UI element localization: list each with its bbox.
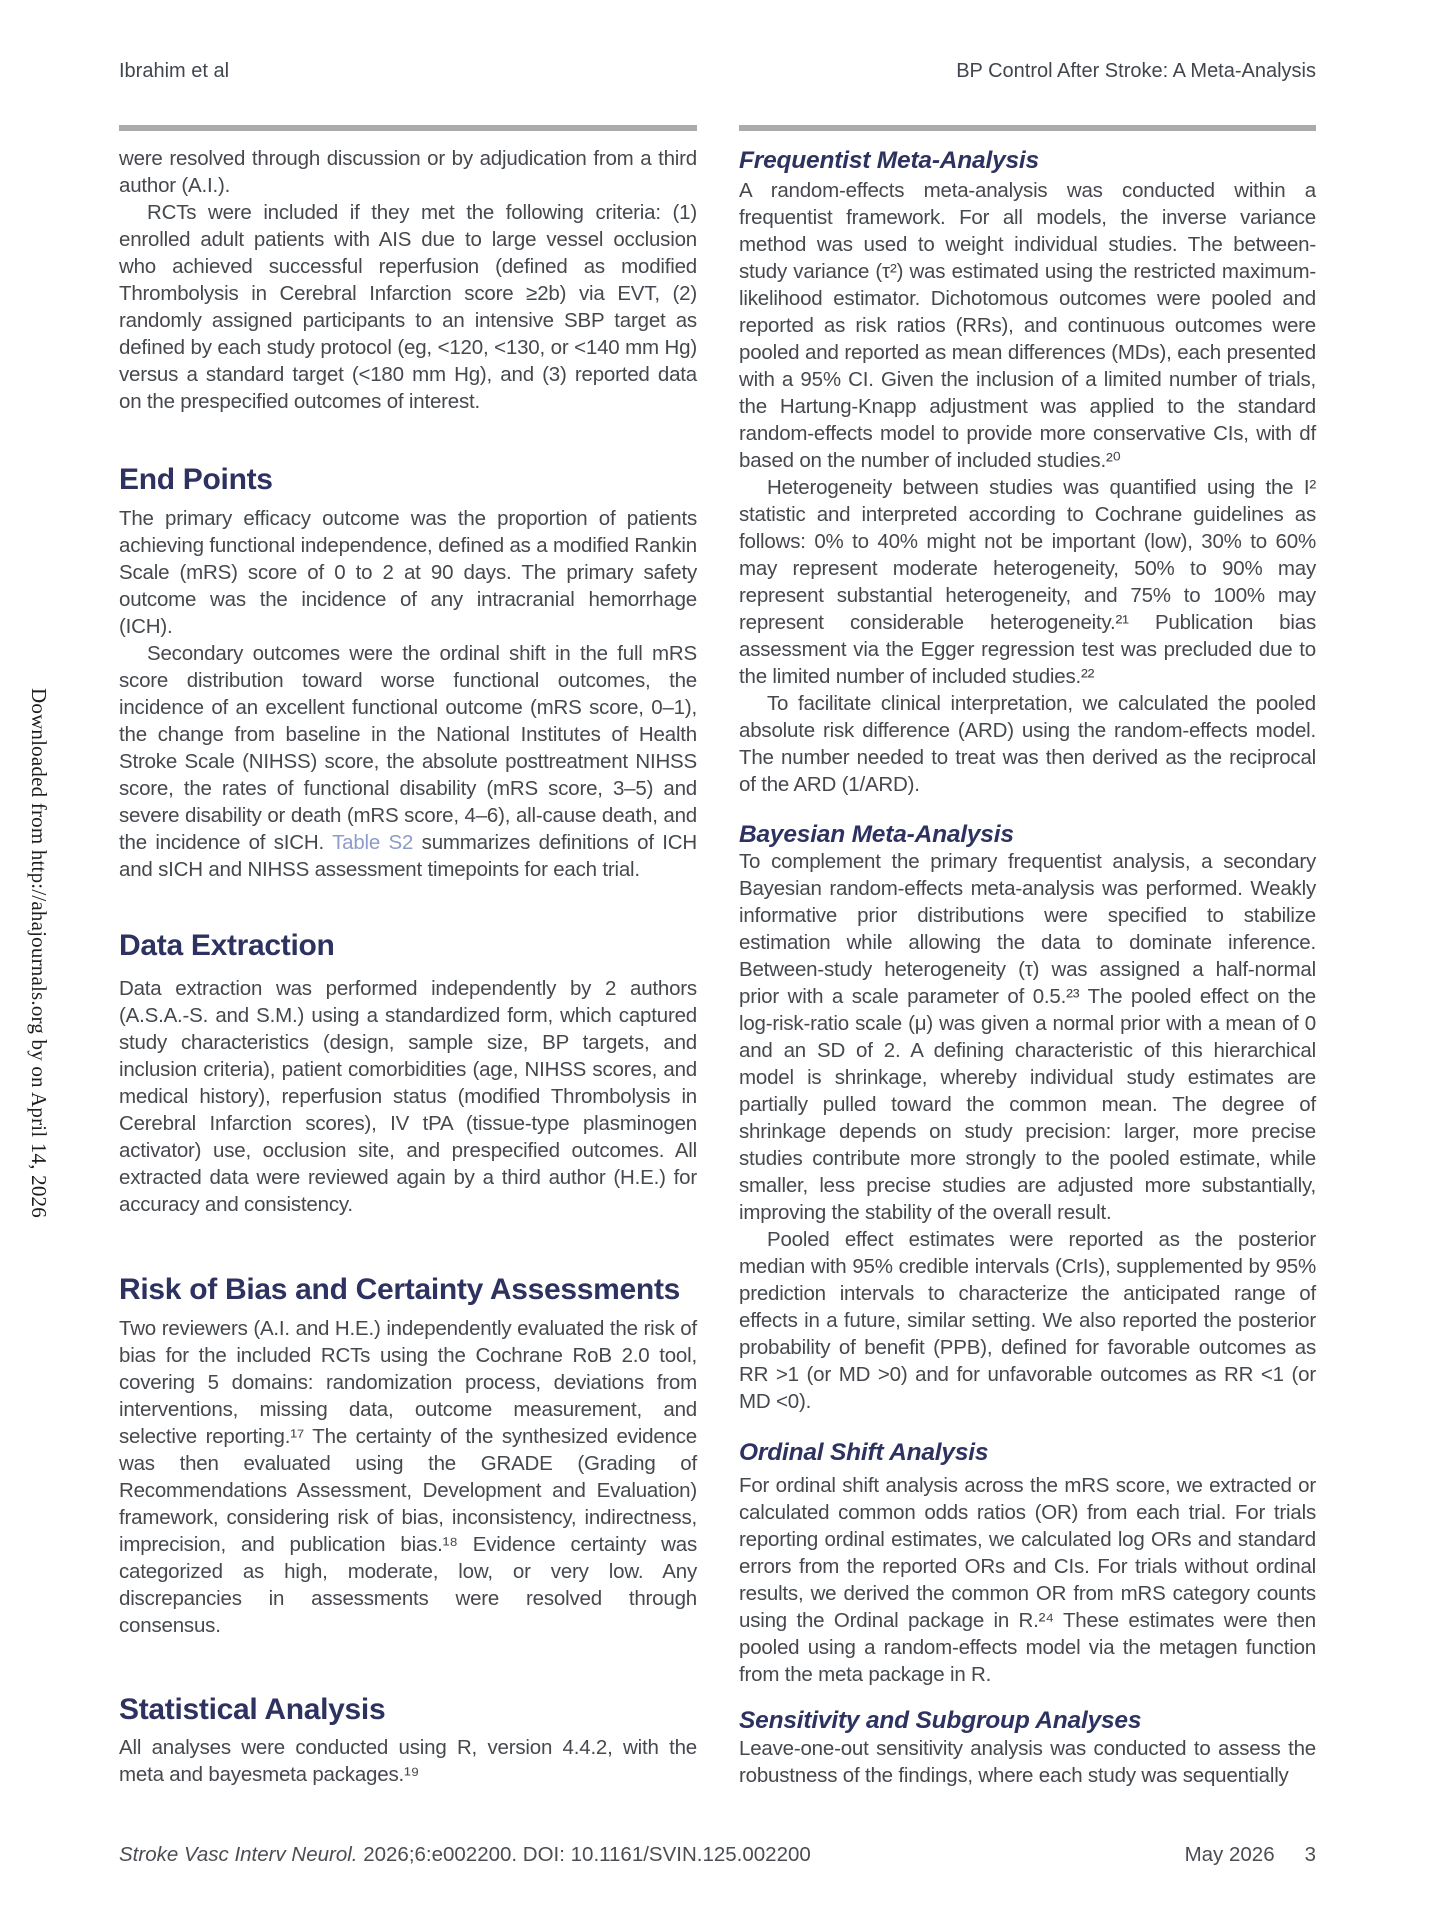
intro-paragraph-continued: were resolved through discussion or by adjudication from a third author (A.I.). [119, 147, 697, 197]
risk-of-bias-paragraph: Two reviewers (A.I. and H.E.) independently evaluated the risk of bias for the included RCTs using the Cochrane RoB 2.0 tool, covering 5 domains: randomization process, deviations from interventions, missing data, outcome measurement, and selective reporting.¹⁷ The certainty of the synthesized evidence was then evaluated using the GRADE (Grading of Recommendations Assessment, Development and Evaluation) framework, considering risk of bias, inconsistency, indirectness, imprecision, and publication bias.¹⁸ Evidence certainty was categorized as high, moderate, low, or very low. Any discrepancies in assessments were resolved through consensus. [119, 1317, 697, 1637]
statistical-analysis-paragraph: All analyses were conducted using R, version 4.4.2, with the meta and bayesmeta packages.¹⁹ [119, 1736, 697, 1786]
section-heading-risk-of-bias: Risk of Bias and Certainty Assessments [119, 1273, 681, 1306]
frequentist-paragraph-1: A random-effects meta-analysis was conducted within a frequentist framework. For all models, the inverse variance method was used to weight individual studies. The between-study variance (τ²) was estimated using the restricted maximum-likelihood estimator. Dichotomous outcomes were pooled and reported as risk ratios (RRs), and continuous outcomes were pooled and reported as mean differences (MDs), each presented with a 95% CI. Given the inclusion of a limited number of trials, the Hartung-Knapp adjustment was applied to the standard random-effects model to provide more conservative CIs, with df based on the number of included studies.²⁰ [739, 179, 1316, 472]
frequentist-paragraph-3: To facilitate clinical interpretation, we calculated the pooled absolute risk difference (ARD) using the random-effects model. The number needed to treat was then derived as the reciprocal of the ARD (1/ARD). [739, 692, 1316, 796]
column-rule-right [739, 125, 1316, 131]
footer-issue-page [1185, 1843, 1316, 1867]
footer-page-number: 3 [1304, 1843, 1316, 1866]
download-watermark: Downloaded from http://ahajournals.org by on April 14, 2026 [27, 688, 51, 1218]
right-column [739, 125, 1316, 1789]
footer-journal-name: Stroke Vasc Interv Neurol. [119, 1843, 358, 1866]
table-s2-link[interactable]: Table S2 [332, 831, 414, 854]
data-extraction-paragraph: Data extraction was performed independently by 2 authors (A.S.A.-S. and S.M.) using a standardized form, which captured study characteristics (design, sample size, BP targets, and inclusion criteria), patient comorbidities (age, NIHSS scores, and medical history), reperfusion status (modified Thrombolysis in Cerebral Infarction scores), IV tPA (tissue-type plasminogen activator) use, occlusion site, and prespecified outcomes. All extracted data were reviewed again by a third author (H.E.) for accuracy and consistency. [119, 977, 697, 1216]
running-head-authors: Ibrahim et al [119, 60, 230, 82]
running-head-title: BP Control After Stroke: A Meta-Analysis [956, 60, 1316, 82]
column-rule-left [119, 125, 697, 131]
section-heading-data-extraction: Data Extraction [119, 929, 335, 962]
end-points-paragraph-1: The primary efficacy outcome was the proportion of patients achieving functional independence, defined as a modified Rankin Scale (mRS) score of 0 to 2 at 90 days. The primary safety outcome was the incidence of any intracranial hemorrhage (ICH). [119, 507, 697, 638]
intro-paragraph-criteria: RCTs were included if they met the following criteria: (1) enrolled adult patients with AIS due to large vessel occlusion who achieved successful reperfusion (defined as modified Thrombolysis in Cerebral Infarction score ≥2b) via EVT, (2) randomly assigned participants to an intensive SBP target as defined by each study protocol (eg, <120, <130, or <140 mm Hg) versus a standard target (<180 mm Hg), and (3) reported data on the prespecified outcomes of interest. [119, 201, 697, 413]
footer-issue: May 2026 [1184, 1843, 1275, 1866]
bayesian-paragraph-2: Pooled effect estimates were reported as the posterior median with 95% credible intervals (CrIs), supplemented by 95% prediction intervals to characterize the anticipated range of effects in a future, similar setting. We also reported the posterior probability of benefit (PPB), defined for favorable outcomes as RR >1 (or MD >0) and for unfavorable outcomes as RR <1 (or MD <0). [739, 1228, 1316, 1413]
subsection-heading-sensitivity: Sensitivity and Subgroup Analyses [739, 1707, 1142, 1734]
footer-citation [119, 1843, 811, 1867]
subsection-heading-ordinal: Ordinal Shift Analysis [739, 1439, 989, 1466]
page-footer [119, 1843, 1316, 1867]
sensitivity-paragraph: Leave-one-out sensitivity analysis was conducted to assess the robustness of the findings, where each study was sequentially [739, 1737, 1316, 1787]
bayesian-paragraph-1: To complement the primary frequentist analysis, a secondary Bayesian random-effects meta-analysis was performed. Weakly informative prior distributions were specified to stabilize estimation while allowing the data to dominate inference. Between-study heterogeneity (τ) was assigned a half-normal prior with a scale parameter of 0.5.²³ The pooled effect on the log-risk-ratio scale (μ) was given a normal prior with a mean of 0 and an SD of 2. A defining characteristic of this hierarchical model is shrinkage, whereby individual study estimates are partially pulled toward the common mean. The degree of shrinkage depends on study precision: larger, more precise studies contribute more strongly to the pooled estimate, while smaller, less precise studies are adjusted more substantially, improving the stability of the overall result. [739, 850, 1316, 1224]
subsection-heading-bayesian: Bayesian Meta-Analysis [739, 821, 1014, 848]
running-head [119, 60, 1316, 83]
left-column [119, 125, 697, 1788]
end-points-paragraph-2 [119, 640, 697, 883]
end-points-p2-text-post: summarizes definitions of ICH and sICH and NIHSS assessment timepoints for each trial. [119, 831, 697, 881]
end-points-p2-text-pre: Secondary outcomes were the ordinal shift in the full mRS score distribution toward worse functional outcomes, the incidence of an excellent functional outcome (mRS score, 0–1), the change from baseline in the National Institutes of Health Stroke Scale (NIHSS) score, the absolute posttreatment NIHSS score, the rates of functional disability (mRS score, 3–5) and severe disability or death (mRS score, 4–6), all-cause death, and the incidence of sICH. [119, 642, 697, 854]
frequentist-paragraph-2: Heterogeneity between studies was quantified using the I² statistic and interpreted according to Cochrane guidelines as follows: 0% to 40% might not be important (low), 30% to 60% may represent moderate heterogeneity, 50% to 90% may represent substantial heterogeneity, and 75% to 100% may represent considerable heterogeneity.²¹ Publication bias assessment via the Egger regression test was precluded due to the limited number of included studies.²² [739, 476, 1316, 688]
footer-doi: 2026;6:e002200. DOI: 10.1161/SVIN.125.002200 [357, 1843, 811, 1866]
subsection-heading-frequentist: Frequentist Meta-Analysis [739, 147, 1039, 174]
section-heading-end-points: End Points [119, 463, 273, 496]
ordinal-paragraph: For ordinal shift analysis across the mRS score, we extracted or calculated common odds ratios (OR) from each trial. For trials reporting ordinal estimates, we calculated log ORs and standard errors from the reported ORs and CIs. For trials without ordinal results, we derived the common OR from mRS category counts using the Ordinal package in R.²⁴ These estimates were then pooled using a random-effects model via the metagen function from the meta package in R. [739, 1474, 1316, 1686]
section-heading-statistical-analysis: Statistical Analysis [119, 1693, 386, 1726]
